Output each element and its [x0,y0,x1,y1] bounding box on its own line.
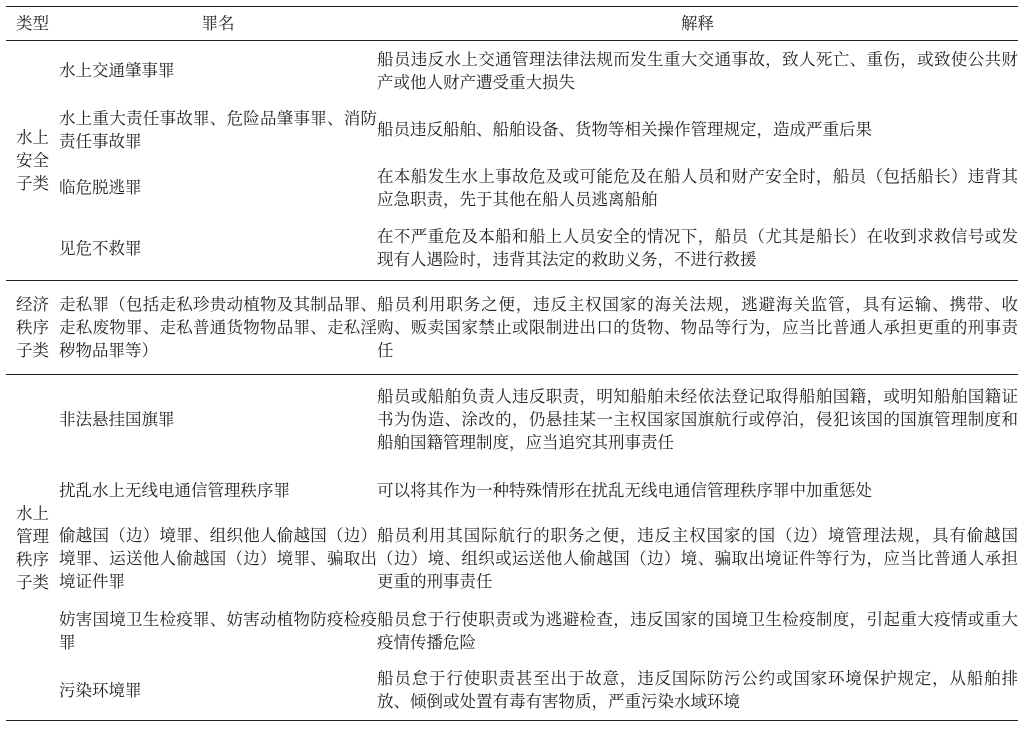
crime-cell: 临危脱逃罪 [59,178,142,197]
explanation-cell: 船员或船舶负责人违反职责，明知船舶未经依法登记取得船舶国籍，或明知船舶国籍证书为伪造、涂改的，仍悬挂某一主权国家国旗航行或停泊，侵犯该国的国旗管理制度和船舶国籍管理制度，应当追究其刑事责任 [377,387,1018,453]
crime-cell: 扰乱水上无线电通信管理秩序罪 [59,481,290,500]
explanation-cell: 船员违反水上交通管理法律法规而发生重大交通事故，致人死亡、重伤，或致使公共财产或他人财产遭受重大损失 [377,49,1018,92]
table-row [6,517,1018,601]
table-row [6,41,1018,101]
table-row [6,661,1018,721]
explanation-cell: 可以将其作为一种特殊情形在扰乱无线电通信管理秩序罪中加重惩处 [377,481,872,500]
explanation-cell: 船员利用职务之便，违反主权国家的海关法规，逃避海关监管，具有运输、携带、收购、贩卖国家禁止或限制进出口的货物、物品等行为，应当比普通人承担更重的刑事责任 [377,281,1018,375]
table-row [6,465,1018,517]
explanation-cell: 在不严重危及本船和船上人员安全的情况下，船员（尤其是船长）在收到求救信号或发现有人遇险时，违背其法定的救助义务，不进行救援 [377,217,1018,281]
crime-cell: 妨害国境卫生检疫罪、妨害动植物防疫检疫罪 [59,609,377,652]
explanation-cell: 船员利用其国际航行的职务之便，违反主权国家的国（边）境管理法规，具有偷越国（边）境、组织或运送他人偷越国（边）境、骗取出境证件等行为，应当比普通人承担更重的刑事责任 [377,526,1018,591]
type-cell [6,375,59,721]
table-row [6,101,1018,159]
explanation-cell: 船员怠于行使职责甚至出于故意，违反国际防污公约或国家环境保护规定，从船舶排放、倾倒或处置有毒有害物质，严重污染水域环境 [377,661,1018,721]
crime-classification-table [6,6,1018,721]
table-row [6,601,1018,661]
type-label: 水上安全子类 [16,128,49,193]
explanation-cell: 在本船发生水上事故危及或可能危及在船人员和财产安全时，船员（包括船长）违背其应急职责，先于其他在船人员逃离船舶 [377,166,1018,209]
type-label: 水上管理秩序子类 [16,503,49,592]
type-cell [6,41,59,281]
explanation-cell: 船员怠于行使职责或为逃避检查，违反国家的国境卫生检疫制度，引起重大疫情或重大疫情传播危险 [377,609,1018,652]
crime-cell: 走私罪（包括走私珍贵动植物及其制品罪、走私废物罪、走私普通货物物品罪、走私淫秽物品罪等） [59,281,377,375]
type-label: 经济秩序子类 [16,295,49,360]
crime-cell: 偷越国（边）境罪、组织他人偷越国（边）境罪、运送他人偷越国（边）境罪、骗取出境证件罪 [59,526,377,591]
header-explanation: 解释 [377,7,1018,41]
table-header-row [6,7,1018,41]
crime-cell: 水上重大责任事故罪、危险品肇事罪、消防责任事故罪 [59,108,377,151]
table-row [6,159,1018,217]
type-cell [6,281,59,375]
header-crime: 罪名 [59,7,377,41]
crime-cell: 污染环境罪 [59,661,377,721]
header-type: 类型 [6,7,59,41]
explanation-cell: 船员违反船舶、船舶设备、货物等相关操作管理规定，造成严重后果 [377,120,872,139]
table-row [6,217,1018,281]
crime-cell: 非法悬挂国旗罪 [59,410,175,430]
table-row [6,375,1018,465]
crime-cell: 见危不救罪 [59,217,377,281]
crime-cell: 水上交通肇事罪 [59,61,175,81]
table-row [6,281,1018,375]
